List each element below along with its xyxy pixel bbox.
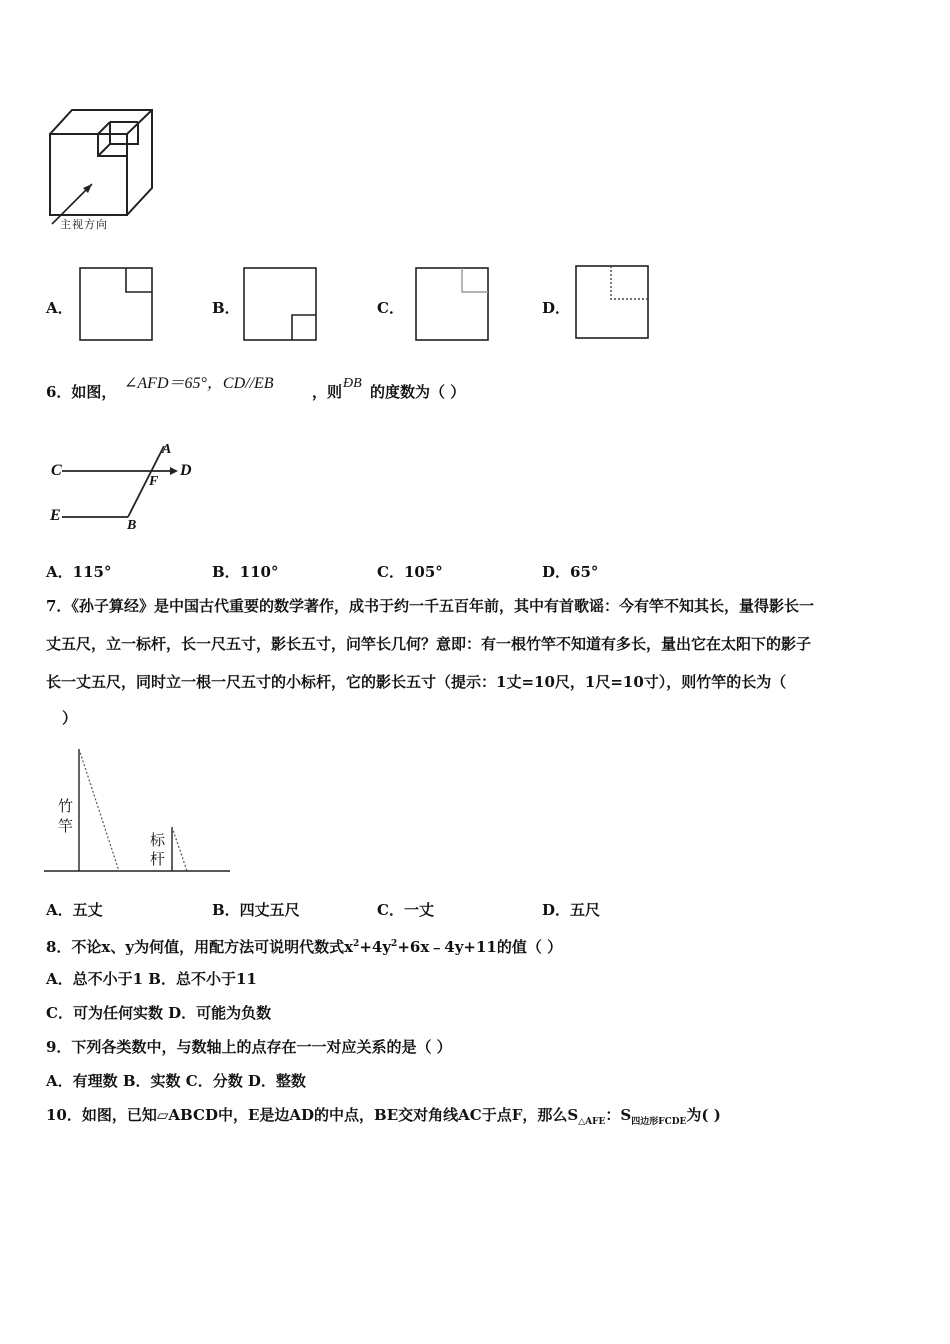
q5-view-a xyxy=(79,267,153,341)
q7-option-b: B．四丈五尺 xyxy=(212,901,300,919)
q7-option-c: C．一丈 xyxy=(377,901,434,919)
q7-line-4: ） xyxy=(62,709,78,727)
q7-line-1: 7．《孙子算经》是中国古代重要的数学著作，成书于约一千五百年前，其中有首歌谣：今有竿不知其长，量得影长一 xyxy=(46,597,814,615)
q5-option-d: D． xyxy=(542,299,571,317)
q8-stem-b: +4y xyxy=(359,938,392,956)
q6-angle: ÐB xyxy=(343,376,362,391)
q8-stem-a: 8．不论x、y为何值，用配方法可说明代数式x xyxy=(46,938,354,956)
q6-option-a: A．115° xyxy=(46,563,112,581)
view-direction-label: 主视方向 xyxy=(60,218,108,231)
q10-end: 为( ) xyxy=(686,1106,721,1124)
q10-stem-a: 10．如图，已知▱ABCD中，E是边AD的中点，BE交对角线AC于点F，那么S xyxy=(46,1106,579,1124)
q6-label-f: F xyxy=(149,474,159,489)
q6-label-a: A xyxy=(162,442,172,457)
q10-mid: ：S xyxy=(605,1106,632,1124)
q7-line-2: 丈五尺，立一标杆，长一尺五寸，影长五寸，问竿长几何？意即：有一根竹竿不知道有多长，量出它在太阳下的影子 xyxy=(46,635,812,653)
q6-prefix: 6．如图， xyxy=(46,383,117,401)
q6-figure xyxy=(40,440,210,540)
q6-label-c: C xyxy=(51,462,62,479)
q10-stem xyxy=(46,1105,721,1132)
q8-sup-2: 2 xyxy=(391,939,398,949)
q8-stem-c: +6x﹣4y+11的值（ ） xyxy=(397,938,563,956)
q5-view-b xyxy=(243,267,317,341)
q9-stem: 9．下列各类数中，与数轴上的点存在一一对应关系的是（ ） xyxy=(46,1038,452,1056)
q7-rod-label-1: 标 xyxy=(150,831,166,849)
q5-option-b: B． xyxy=(212,299,240,317)
q5-view-c xyxy=(415,267,489,341)
q6-mid: ，则 xyxy=(312,383,343,401)
q6-label-e: E xyxy=(50,507,61,524)
q6-option-b: B．110° xyxy=(212,563,279,581)
q7-line-3: 长一丈五尺，同时立一根一尺五寸的小标杆，它的影长五寸（提示：1丈=10尺，1尺=10寸），则竹竿的长为（ xyxy=(46,673,787,691)
q10-sub-1: △AFE xyxy=(578,1117,606,1127)
q7-option-d: D．五尺 xyxy=(542,901,601,919)
q8-options-row-2: C．可为任何实数 D．可能为负数 xyxy=(46,1004,272,1022)
q10-sub-2: 四边形FCDE xyxy=(631,1117,687,1127)
q6-formula: ∠AFD＝65°，CD//EB xyxy=(124,375,274,392)
q7-bamboo-label-2: 竿 xyxy=(58,817,74,835)
q6-label-b: B xyxy=(127,518,137,533)
q7-option-a: A．五丈 xyxy=(46,901,103,919)
q9-options: A．有理数 B．实数 C．分数 D．整数 xyxy=(46,1072,306,1090)
q6-stem xyxy=(46,382,116,402)
q6-suffix: 的度数为（ ） xyxy=(370,383,466,401)
q5-option-a: A． xyxy=(46,299,73,317)
q6-option-c: C．105° xyxy=(377,563,443,581)
q7-bamboo-label-1: 竹 xyxy=(58,797,74,815)
q7-rod-label-2: 杆 xyxy=(150,850,166,868)
q5-option-c: C． xyxy=(377,299,404,317)
q6-option-d: D．65° xyxy=(542,563,599,581)
q8-stem xyxy=(46,934,562,957)
q8-sup-1: 2 xyxy=(353,939,360,949)
q8-options-row-1: A．总不小于1 B．总不小于11 xyxy=(46,970,257,988)
q6-label-d: D xyxy=(180,462,192,479)
q5-view-d xyxy=(575,265,649,339)
